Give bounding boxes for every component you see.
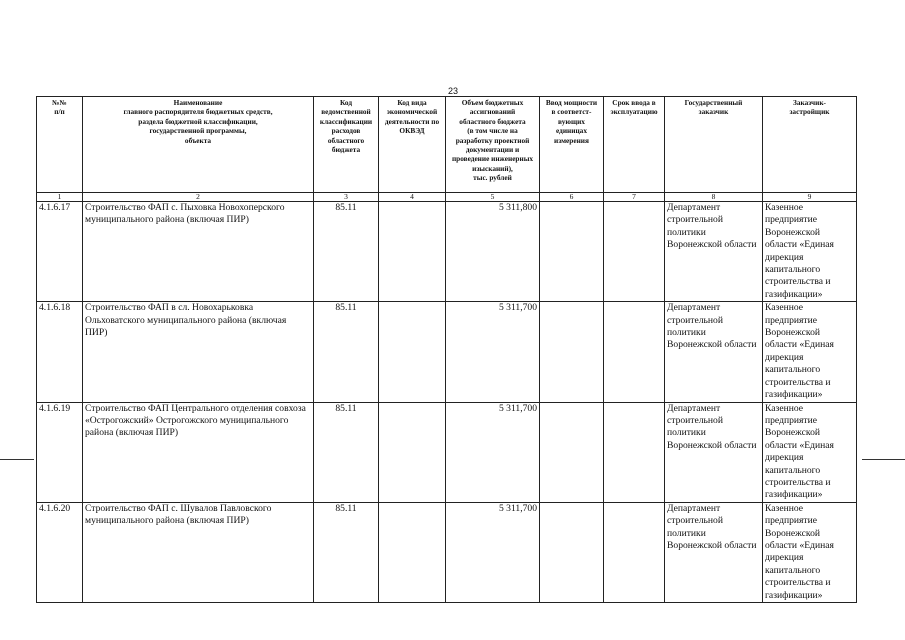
commissioning-term (604, 402, 665, 502)
page-number: 23 (447, 86, 458, 96)
object-name: Строительство ФАП Центрального отделения совхоза «Острогожский» Острогожского муниципального района (включая ПИР) (83, 402, 314, 502)
state-customer: Департамент строительной политики Воронежской области (665, 502, 763, 602)
budget-code: 85.11 (314, 402, 379, 502)
developer: Казенное предприятие Воронежской области «Единая дирекция капитального строительства и газификации» (763, 202, 857, 302)
table-row (37, 302, 857, 402)
table-row (37, 502, 857, 602)
column-number: 4 (379, 193, 446, 202)
capacity (540, 302, 604, 402)
column-number: 9 (763, 193, 857, 202)
column-number: 8 (665, 193, 763, 202)
developer: Казенное предприятие Воронежской области «Единая дирекция капитального строительства и газификации» (763, 302, 857, 402)
budget-amount: 5 311,700 (446, 502, 540, 602)
budget-code: 85.11 (314, 302, 379, 402)
header-term: Срок ввода в эксплуатацию (604, 97, 665, 193)
header-num: №№ п/п (37, 97, 83, 193)
commissioning-term (604, 302, 665, 402)
table-row (37, 402, 857, 502)
budget-amount: 5 311,800 (446, 202, 540, 302)
commissioning-term (604, 502, 665, 602)
capacity (540, 502, 604, 602)
row-number: 4.1.6.17 (37, 202, 83, 302)
capacity (540, 402, 604, 502)
okved-code (379, 202, 446, 302)
row-number: 4.1.6.18 (37, 302, 83, 402)
header-developer: Заказчик- застройщик (763, 97, 857, 193)
budget-amount: 5 311,700 (446, 302, 540, 402)
object-name: Строительство ФАП с. Пыховка Новохоперского муниципального района (включая ПИР) (83, 202, 314, 302)
state-customer: Департамент строительной политики Воронежской области (665, 302, 763, 402)
object-name: Строительство ФАП с. Шувалов Павловского муниципального района (включая ПИР) (83, 502, 314, 602)
left-margin-rule (0, 459, 34, 460)
header-row (37, 97, 857, 193)
header-okved: Код вида экономической деятельности по ОКВЭД (379, 97, 446, 193)
capacity (540, 202, 604, 302)
row-number: 4.1.6.20 (37, 502, 83, 602)
budget-code: 85.11 (314, 202, 379, 302)
column-number: 7 (604, 193, 665, 202)
okved-code (379, 302, 446, 402)
right-margin-rule (862, 459, 905, 460)
budget-table (36, 96, 857, 603)
okved-code (379, 402, 446, 502)
developer: Казенное предприятие Воронежской области «Единая дирекция капитального строительства и газификации» (763, 402, 857, 502)
okved-code (379, 502, 446, 602)
budget-code: 85.11 (314, 502, 379, 602)
header-customer: Государственный заказчик (665, 97, 763, 193)
header-name: Наименование главного распорядителя бюджетных средств, раздела бюджетной классификации, государственной программы, объекта (83, 97, 314, 193)
table-row (37, 202, 857, 302)
budget-amount: 5 311,700 (446, 402, 540, 502)
header-code: Код ведомственной классификации расходов областного бюджета (314, 97, 379, 193)
state-customer: Департамент строительной политики Воронежской области (665, 402, 763, 502)
column-number: 2 (83, 193, 314, 202)
header-amount: Объем бюджетных ассигнований областного бюджета (в том числе на разработку проектной документации и проведение инженерных изысканий), тыс. рублей (446, 97, 540, 193)
column-number: 6 (540, 193, 604, 202)
column-number: 5 (446, 193, 540, 202)
developer: Казенное предприятие Воронежской области «Единая дирекция капитального строительства и газификации» (763, 502, 857, 602)
row-number: 4.1.6.19 (37, 402, 83, 502)
column-number: 3 (314, 193, 379, 202)
commissioning-term (604, 202, 665, 302)
header-capacity: Ввод мощности в соответст- вующих единицах измерения (540, 97, 604, 193)
object-name: Строительство ФАП в сл. Новохарьковка Ольховатского муниципального района (включая ПИР) (83, 302, 314, 402)
table-body (37, 202, 857, 603)
state-customer: Департамент строительной политики Воронежской области (665, 202, 763, 302)
column-number: 1 (37, 193, 83, 202)
column-numbering-row (37, 193, 857, 202)
